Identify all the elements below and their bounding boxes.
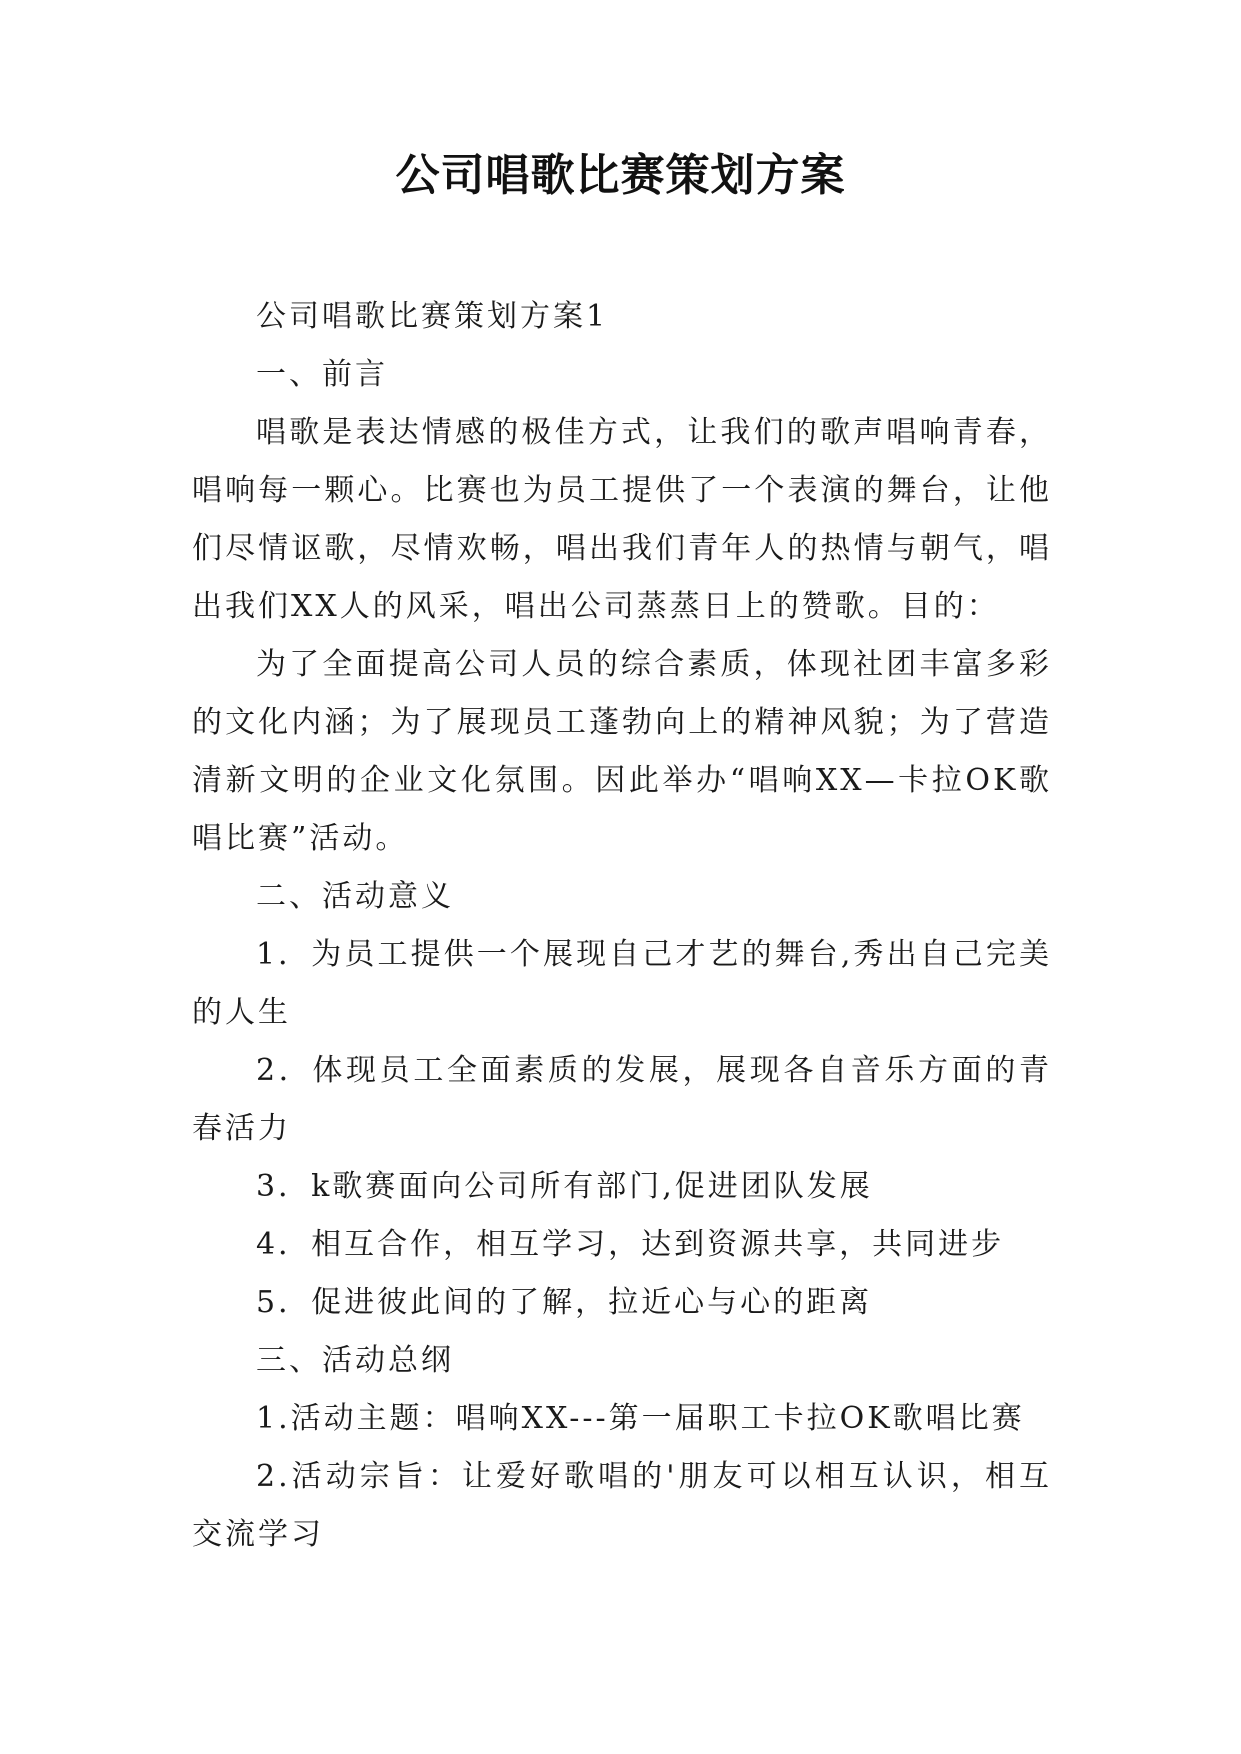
paragraph-significance-2: 2．体现员工全面素质的发展，展现各自音乐方面的青春活力 [192,1053,1052,1146]
paragraph-outline-1: 1.活动主题：唱响XX---第一届职工卡拉OK歌唱比赛 [256,1401,1025,1436]
paragraph-significance-3: 3．k歌赛面向公司所有部门,促进团队发展 [256,1169,873,1204]
paragraph-significance-5: 5．促进彼此间的了解，拉近心与心的距离 [256,1285,873,1320]
paragraph-heading-significance: 二、活动意义 [256,879,454,914]
paragraph-significance-4: 4．相互合作，相互学习，达到资源共享，共同进步 [256,1227,1005,1262]
paragraph-preface-text: 唱歌是表达情感的极佳方式，让我们的歌声唱响青春，唱响每一颗心。比赛也为员工提供了一个表演的舞台，让他们尽情讴歌，尽情欢畅，唱出我们青年人的热情与朝气，唱出我们XX人的风采，唱出公司蒸蒸日上的赞歌。目的： [192,415,1052,624]
paragraph-outline-2: 2.活动宗旨：让爱好歌唱的'朋友可以相互认识，相互交流学习 [192,1459,1052,1552]
paragraph-subtitle: 公司唱歌比赛策划方案1 [256,299,609,334]
document-title: 公司唱歌比赛策划方案 [395,150,846,201]
document-body [192,288,1052,1564]
paragraph-heading-preface: 一、前言 [256,357,388,392]
paragraph-significance-1: 1．为员工提供一个展现自己才艺的舞台,秀出自己完美的人生 [192,937,1052,1030]
paragraph-purpose-text: 为了全面提高公司人员的综合素质，体现社团丰富多彩的文化内涵；为了展现员工蓬勃向上的精神风貌；为了营造清新文明的企业文化氛围。因此举办“唱响XX—卡拉OK歌唱比赛”活动。 [192,647,1052,856]
paragraph-heading-outline: 三、活动总纲 [256,1343,454,1378]
